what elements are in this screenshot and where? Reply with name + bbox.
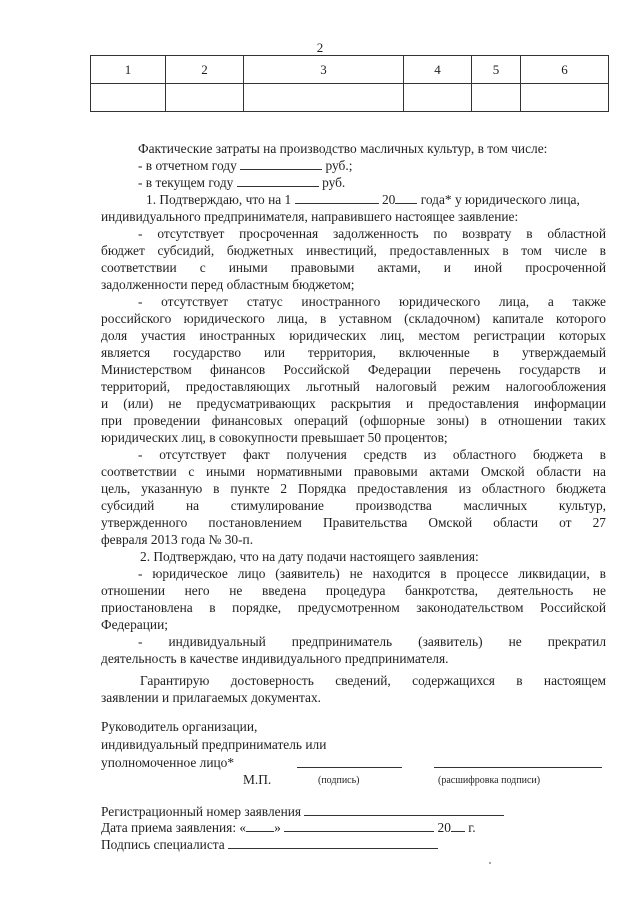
p1-line: утвержденного постановлением Правительства Омской области от 27 xyxy=(101,515,606,530)
costs-next-year xyxy=(138,174,640,191)
p1-line: - отсутствует статус иностранного юридического лица, а также xyxy=(138,294,606,309)
decode-caption: (расшифровка подписи) xyxy=(438,775,541,786)
blank-line xyxy=(295,191,379,204)
currency-label: руб.; xyxy=(325,158,353,173)
specialist-signature-label: Подпись специалиста xyxy=(101,837,225,852)
registration-date-mid: » xyxy=(274,820,281,835)
p1-line: при проведении финансовых операций (офшорные зоны) в отношении таких xyxy=(101,413,606,428)
table-header-cell: 6 xyxy=(521,56,609,84)
p2-line: Гарантирую достоверность сведений, содержащихся в настоящем xyxy=(140,673,606,688)
blank-line xyxy=(451,819,465,832)
page-number: 2 xyxy=(316,40,324,55)
p1-lead xyxy=(146,191,640,208)
sign-caption: (подпись) xyxy=(318,775,360,786)
specialist-signature xyxy=(101,836,606,853)
table-cell xyxy=(244,84,404,112)
table-row-empty xyxy=(91,84,609,112)
registration-date xyxy=(101,819,606,836)
table-cell xyxy=(472,84,521,112)
p2-line: деятельность в качестве индивидуального предпринимателя. xyxy=(101,651,449,666)
p1-lead-c: года* у юридического лица, xyxy=(420,192,580,207)
costs-intro: Фактические затраты на производство масличных культур, в том числе: xyxy=(138,141,548,156)
p2-line: заявлении и прилагаемых документах. xyxy=(101,690,321,705)
registration-date-year: 20 xyxy=(437,820,451,835)
signature-decode-line xyxy=(434,766,602,768)
p1-line: юридических лиц, в совокупности превышает 50 процентов; xyxy=(101,430,448,445)
p1-line: февраля 2013 года № 30-п. xyxy=(101,532,254,547)
p1-lead-a: 1. Подтверждаю, что на 1 xyxy=(146,192,292,207)
p1-line: - отсутствует просроченная задолженность по возврату в областной xyxy=(138,226,606,241)
p1-line: соответствии с иными правовыми актами, и иной просроченной xyxy=(101,260,606,275)
blank-line xyxy=(395,191,417,204)
registration-number-label: Регистрационный номер заявления xyxy=(101,804,302,819)
p1-line: Министерством финансов Российской Федерации перечень государств и xyxy=(101,362,606,377)
costs-current-year xyxy=(138,157,640,174)
p2-line: 2. Подтверждаю, что на дату подачи настоящего заявления: xyxy=(140,549,479,564)
registration-date-suffix: г. xyxy=(468,820,476,835)
p2-line: отношении него не введена процедура банкротства, деятельность не xyxy=(101,583,606,598)
table-header-cell: 5 xyxy=(472,56,521,84)
stamp-label: М.П. xyxy=(243,772,272,787)
signature-line xyxy=(297,766,402,768)
header-table xyxy=(90,55,609,112)
p2-line: - юридическое лицо (заявитель) не находится в процессе ликвидации, в xyxy=(138,566,606,581)
table-cell xyxy=(521,84,609,112)
p1-line: индивидуального предпринимателя, направившего настоящее заявление: xyxy=(101,209,519,224)
table-cell xyxy=(91,84,166,112)
p1-line: территорий, предоставляющих льготный налоговый режим налогообложения xyxy=(101,379,606,394)
table-header-cell: 4 xyxy=(404,56,472,84)
p2-line: приостановлена в порядке, предусмотренном законодательством Российской xyxy=(101,600,606,615)
p1-line: и (или) не предусматривающих раскрытия и предоставления информации xyxy=(101,396,606,411)
blank-line xyxy=(284,819,434,832)
p1-line: доля участия иностранных юридических лиц, местом регистрации которых xyxy=(101,328,606,343)
table-header-cell: 2 xyxy=(166,56,244,84)
p1-line: задолженности перед областным бюджетом; xyxy=(101,277,355,292)
table-header-cell: 3 xyxy=(244,56,404,84)
blank-line xyxy=(237,174,319,187)
blank-line xyxy=(246,819,274,832)
signatory-role: уполномоченное лицо* xyxy=(101,755,235,770)
p1-line: российского юридического лица, в уставном (складочном) капитале которого xyxy=(101,311,606,326)
table-header-cell: 1 xyxy=(91,56,166,84)
blank-line xyxy=(240,157,322,170)
table-cell xyxy=(166,84,244,112)
registration-date-label: Дата приема заявления: « xyxy=(101,820,247,835)
costs-current-year-label: - в отчетном году xyxy=(138,158,237,173)
scan-speck xyxy=(489,862,491,864)
signatory-role: Руководитель организации, xyxy=(101,719,258,734)
p1-line: - отсутствует факт получения средств из областного бюджета в xyxy=(138,447,606,462)
blank-line xyxy=(304,803,504,816)
p1-line: является государство или территория, включенные в утверждаемый xyxy=(101,345,606,360)
p2-line: - индивидуальный предприниматель (заявитель) не прекратил xyxy=(138,634,606,649)
p2-line: Федерации; xyxy=(101,617,168,632)
p1-lead-b: 20 xyxy=(381,192,396,207)
costs-next-year-label: - в текущем году xyxy=(138,175,234,190)
p1-line: соответствии с иными нормативными правовыми актами Омской области на xyxy=(101,464,606,479)
blank-line xyxy=(228,836,438,849)
p1-line: цель, указанную в пункте 2 Порядка предоставления из областного бюджета xyxy=(101,481,606,496)
table-cell xyxy=(404,84,472,112)
registration-number xyxy=(101,803,606,820)
p1-line: субсидий на стимулирование производства масличных культур, xyxy=(101,498,606,513)
table-row-headers xyxy=(91,56,609,84)
p1-line: бюджет субсидий, бюджетных инвестиций, предоставленных в том числе в xyxy=(101,243,606,258)
signatory-role: индивидуальный предприниматель или xyxy=(101,737,327,752)
currency-label-2: руб. xyxy=(322,175,346,190)
